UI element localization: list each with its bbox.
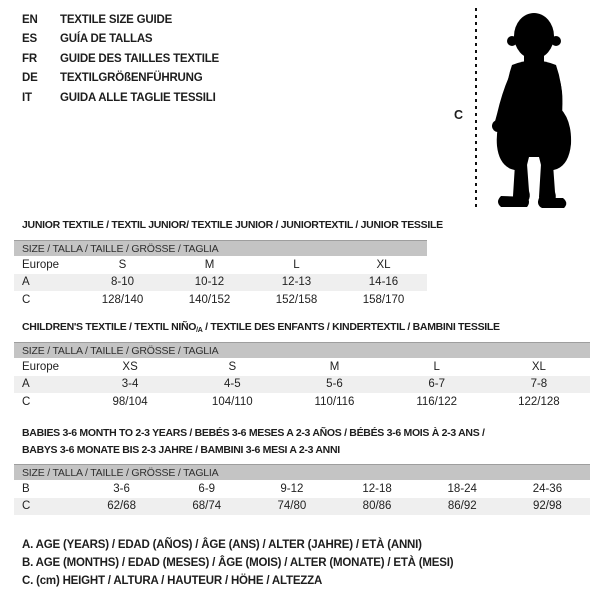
size-cell: XL bbox=[531, 360, 546, 373]
language-title: TEXTILE SIZE GUIDE bbox=[60, 13, 173, 26]
children-table-title bbox=[22, 319, 500, 339]
age-cell: 10-12 bbox=[194, 276, 225, 289]
language-code: IT bbox=[22, 91, 32, 104]
height-cell: 116/122 bbox=[416, 395, 458, 408]
language-code: FR bbox=[22, 52, 37, 65]
children-title-subscript: /A bbox=[196, 327, 203, 334]
size-cell: S bbox=[228, 360, 237, 373]
row-label: B bbox=[22, 482, 30, 495]
size-cell: M bbox=[329, 360, 340, 373]
babies-table-title bbox=[22, 425, 485, 459]
size-header-bar: SIZE / TALLA / TAILLE / GRÖSSE / TAGLIA bbox=[14, 464, 590, 480]
table-row bbox=[14, 358, 590, 376]
row-label: C bbox=[22, 395, 31, 408]
size-cell: L bbox=[293, 258, 300, 271]
language-row bbox=[22, 30, 219, 50]
age-cell: 12-13 bbox=[281, 276, 312, 289]
table-row bbox=[14, 480, 590, 498]
footnote-height: C. (cm) HEIGHT / ALTURA / HAUTEUR / HÖHE / ALTEZZA bbox=[22, 575, 323, 587]
row-label: C bbox=[22, 500, 31, 513]
baby-silhouette-icon bbox=[482, 8, 587, 210]
language-code: EN bbox=[22, 13, 38, 26]
height-measure-dotted-line bbox=[475, 8, 477, 210]
height-measure-label: C bbox=[454, 108, 464, 122]
language-row bbox=[22, 88, 219, 108]
age-cell: 4-5 bbox=[223, 378, 241, 391]
height-cell: 74/80 bbox=[277, 500, 307, 513]
age-cell: 5-6 bbox=[326, 378, 343, 391]
footnote-age-months: B. AGE (MONTHS) / EDAD (MESES) / ÂGE (MOIS) / ALTER (MONATE) / ETÀ (MESI) bbox=[22, 557, 454, 569]
height-cell: 62/68 bbox=[107, 500, 136, 513]
size-header-bar: SIZE / TALLA / TAILLE / GRÖSSE / TAGLIA bbox=[14, 240, 427, 256]
language-title: GUÍA DE TALLAS bbox=[60, 33, 153, 46]
children-title-pre: CHILDREN'S TEXTILE / TEXTIL NIÑO bbox=[22, 321, 197, 333]
table-row bbox=[14, 498, 590, 516]
age-cell: 8-10 bbox=[110, 276, 135, 289]
language-code: DE bbox=[22, 72, 38, 85]
size-cell: XL bbox=[376, 258, 391, 271]
size-cell: M bbox=[204, 258, 215, 271]
language-row bbox=[22, 49, 219, 69]
age-cell: 3-6 bbox=[113, 482, 130, 495]
table-row bbox=[14, 274, 427, 292]
age-cell: 12-18 bbox=[362, 482, 392, 495]
babies-title-line1: BABIES 3-6 MONTH TO 2-3 YEARS / BEBÉS 3-6 MESES A 2-3 AÑOS / BÉBÉS 3-6 MOIS À 2-3 ANS / bbox=[22, 427, 485, 439]
height-cell: 110/116 bbox=[314, 395, 355, 408]
age-cell: 6-7 bbox=[428, 378, 445, 391]
footnote-age-years: A. AGE (YEARS) / EDAD (AÑOS) / ÂGE (ANS) / ALTER (JAHRE) / ETÀ (ANNI) bbox=[22, 539, 422, 551]
height-cell: 92/98 bbox=[533, 500, 562, 513]
language-code: ES bbox=[22, 33, 37, 46]
age-cell: 6-9 bbox=[198, 482, 216, 495]
babies-title-line2: BABYS 3-6 MONATE BIS 2-3 JAHRE / BAMBINI 3-6 MESI A 2-3 ANNI bbox=[22, 444, 340, 456]
size-header-bar: SIZE / TALLA / TAILLE / GRÖSSE / TAGLIA bbox=[14, 342, 590, 358]
age-cell: 24-36 bbox=[532, 482, 563, 495]
language-list bbox=[22, 10, 219, 108]
babies-size-table bbox=[14, 464, 590, 515]
language-title: GUIDE DES TAILLES TEXTILE bbox=[60, 52, 219, 65]
age-cell: 9-12 bbox=[280, 482, 304, 495]
size-cell: L bbox=[433, 360, 440, 373]
row-label: C bbox=[22, 293, 31, 306]
age-cell: 18-24 bbox=[447, 482, 477, 495]
table-row bbox=[14, 393, 590, 411]
age-cell: 3-4 bbox=[121, 378, 139, 391]
row-label: A bbox=[22, 276, 30, 289]
row-label: Europe bbox=[22, 360, 60, 373]
height-cell: 152/158 bbox=[275, 293, 318, 306]
size-cell: S bbox=[118, 258, 127, 271]
table-row bbox=[14, 291, 427, 309]
height-cell: 80/86 bbox=[362, 500, 392, 513]
height-cell: 68/74 bbox=[192, 500, 222, 513]
height-cell: 98/104 bbox=[112, 395, 148, 408]
junior-table-title: JUNIOR TEXTILE / TEXTIL JUNIOR/ TEXTILE JUNIOR / JUNIORTEXTIL / JUNIOR TESSILE bbox=[22, 219, 443, 231]
row-label: A bbox=[22, 378, 30, 391]
row-label: Europe bbox=[22, 258, 60, 271]
language-row bbox=[22, 10, 219, 30]
table-row bbox=[14, 256, 427, 274]
height-cell: 158/170 bbox=[362, 293, 405, 306]
children-size-table bbox=[14, 342, 590, 411]
age-cell: 7-8 bbox=[530, 378, 548, 391]
height-cell: 122/128 bbox=[518, 395, 560, 408]
baby-figure-area bbox=[440, 6, 595, 212]
age-cell: 14-16 bbox=[368, 276, 399, 289]
language-title: GUIDA ALLE TAGLIE TESSILI bbox=[60, 91, 216, 104]
height-cell: 86/92 bbox=[447, 500, 477, 513]
height-cell: 104/110 bbox=[211, 395, 253, 408]
children-title-post: / TEXTILE DES ENFANTS / KINDERTEXTIL / BAMBINI TESSILE bbox=[202, 321, 500, 333]
size-cell: XS bbox=[122, 360, 138, 373]
language-title: TEXTILGRÖßENFÜHRUNG bbox=[60, 72, 203, 85]
table-row bbox=[14, 376, 590, 394]
footnote-legend bbox=[22, 536, 453, 590]
junior-size-table bbox=[14, 240, 427, 309]
language-row bbox=[22, 69, 219, 89]
height-cell: 128/140 bbox=[101, 293, 144, 306]
height-cell: 140/152 bbox=[188, 293, 231, 306]
